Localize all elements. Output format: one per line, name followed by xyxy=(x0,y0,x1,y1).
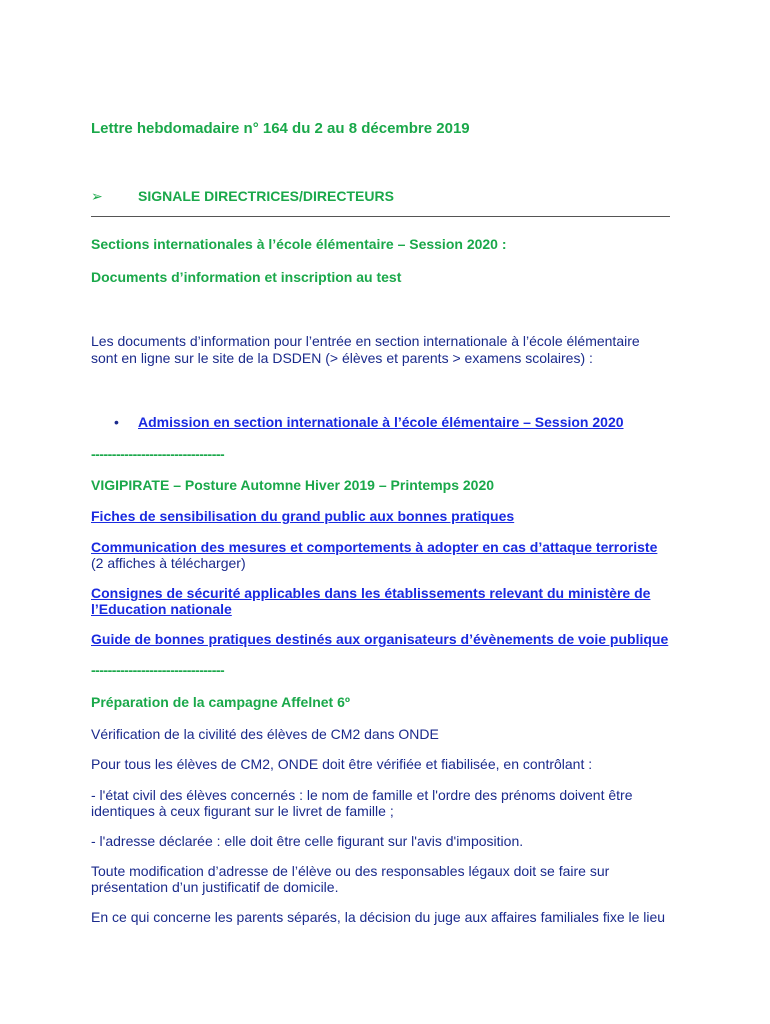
intl-paragraph-line1: Les documents d’information pour l’entrée en section internationale à l’école élémentaire xyxy=(91,333,640,349)
affelnet-p3-line1: - l'état civil des élèves concernés : le nom de famille et l'ordre des prénoms doivent être xyxy=(91,787,633,803)
page-title: Lettre hebdomadaire n° 164 du 2 au 8 décembre 2019 xyxy=(91,120,470,137)
bullet-arrow-icon: ➢ xyxy=(91,188,103,204)
separator: -------------------------------- xyxy=(91,446,225,462)
list-bullet-icon: • xyxy=(114,414,119,430)
intl-heading: Sections internationales à l’école élémentaire – Session 2020 : xyxy=(91,236,507,252)
affelnet-p3-line2: identiques à ceux figurant sur le livret de famille ; xyxy=(91,803,394,819)
affelnet-p5-line1: Toute modification d’adresse de l’élève ou des responsables légaux doit se faire sur xyxy=(91,863,610,879)
guide-link[interactable]: Guide de bonnes pratiques destinés aux organisateurs d’évènements de voie publique xyxy=(91,631,669,647)
vigipirate-heading: VIGIPIRATE – Posture Automne Hiver 2019 – Printemps 2020 xyxy=(91,477,495,493)
fiches-link[interactable]: Fiches de sensibilisation du grand public aux bonnes pratiques xyxy=(91,508,515,524)
admission-link[interactable]: Admission en section internationale à l’école élémentaire – Session 2020 xyxy=(138,414,624,430)
separator: -------------------------------- xyxy=(91,662,225,678)
intl-subheading: Documents d’information et inscription au test xyxy=(91,269,402,285)
intl-paragraph-line2: sont en ligne sur le site de la DSDEN (> élèves et parents > examens scolaires) : xyxy=(91,350,593,366)
affelnet-p4: - l'adresse déclarée : elle doit être celle figurant sur l'avis d'imposition. xyxy=(91,833,524,849)
affelnet-p5-line2: présentation d’un justificatif de domicile. xyxy=(91,879,339,895)
affelnet-p6: En ce qui concerne les parents séparés, la décision du juge aux affaires familiales fixe le lieu xyxy=(91,909,666,925)
consignes-link-line1[interactable]: Consignes de sécurité applicables dans les établissements relevant du ministère de xyxy=(91,585,651,601)
affelnet-p2: Pour tous les élèves de CM2, ONDE doit être vérifiée et fiabilisée, en contrôlant : xyxy=(91,756,593,772)
affelnet-heading: Préparation de la campagne Affelnet 6º xyxy=(91,694,350,710)
consignes-link-line2[interactable]: l’Education nationale xyxy=(91,601,232,617)
section-heading-directeurs: SIGNALE DIRECTRICES/DIRECTEURS xyxy=(138,188,394,204)
communication-note: (2 affiches à télécharger) xyxy=(91,555,246,571)
divider xyxy=(91,216,670,217)
affelnet-p1: Vérification de la civilité des élèves de CM2 dans ONDE xyxy=(91,726,439,742)
communication-link[interactable]: Communication des mesures et comportements à adopter en cas d’attaque terroriste xyxy=(91,539,658,555)
